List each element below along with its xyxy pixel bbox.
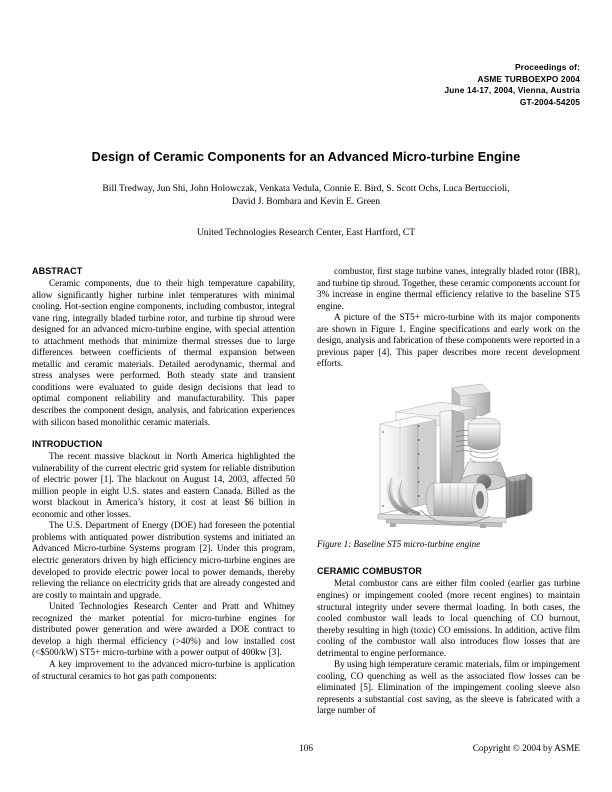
proceedings-line-1: Proceedings of: <box>515 62 580 72</box>
combustor-paragraph-1: Metal combustor cans are either film cooled (earlier gas turbine engines) or impingement cooled (more recent engines) to maintain structural integrity under severe thermal loading. In both cases, the cooled combustor wall leads to local quenching of CO burnout, thereby resulting in high (toxic) CO emissions. In addition, active film cooling of the combustor wall also introduces flow losses that are detrimental to engine performance. <box>317 578 580 658</box>
author-line-2: David J. Bombara and Kevin E. Green <box>231 195 381 207</box>
proceedings-header <box>220 62 580 108</box>
micro-turbine-engine-image <box>356 382 542 532</box>
intro-paragraph-2: The U.S. Department of Energy (DOE) had foreseen the potential problems with antiquated power distribution systems and initiated an Advanced Micro-turbine Systems program [2]. Under this program, electric generators driven by high efficiency micro-turbine engines are developed to provide electric power local to power demands, thereby relieving the reliance on electricity grids that are already congested and are costly to maintain and upgrade. <box>32 520 295 600</box>
proceedings-line-4: GT-2004-54205 <box>519 96 580 107</box>
section-heading-introduction: INTRODUCTION <box>32 439 103 450</box>
page-number: 106 <box>299 744 313 754</box>
author-line-1: Bill Tredway, Jun Shi, John Holowczak, Venkata Vedula, Connie E. Bird, S. Scott Ochs, Luca Bertuccioli, <box>102 183 510 194</box>
proceedings-line-2: ASME TURBOEXPO 2004 <box>477 73 580 84</box>
copyright-notice: Copyright © 2004 by ASME <box>472 744 580 754</box>
figure-spacer <box>317 550 580 566</box>
intro-paragraph-1: The recent massive blackout in North America highlighted the vulnerability of the current electric grid system for reliable distribution of electric power [1]. The blackout on August 14, 2003, affected 50 million people in eight U.S. states and eastern Canada. Billed as the worst blackout in America’s history, it cost at least $6 billion in economic and other losses. <box>32 451 295 519</box>
proceedings-line-3: June 14-17, 2004, Vienna, Austria <box>444 85 580 96</box>
right-column <box>317 266 580 736</box>
intro-continued-paragraph-1: combustor, first stage turbine vanes, integrally bladed rotor (IBR), and turbine tip shroud. Together, these ceramic components account for 3% increase in engine thermal efficiency relative to the baseline ST5 engine. <box>317 266 580 311</box>
section-heading-abstract: ABSTRACT <box>32 266 83 276</box>
left-column <box>32 266 295 736</box>
affiliation: United Technologies Research Center, East Hartford, CT <box>196 227 416 239</box>
combustor-paragraph-2: By using high temperature ceramic materials, film or impingement cooling, CO quenching as well as the associated flow losses can be eliminated [5]. Elimination of the impingement cooling sleeve also represents a substantial cost saving, as the sleeve is fabricated with a large number of <box>317 659 580 716</box>
author-list <box>32 183 580 208</box>
abstract-paragraph: Ceramic components, due to their high temperature capability, allow significantly higher turbine inlet temperatures with minimal cooling. Hot-section engine components, including combustor, integral vane ring, integrally bladed turbine rotor, and turbine tip shroud were designed for an advanced micro-turbine engine, with special attention to attachment methods that minimize thermal stresses due to large differences between coefficients of thermal expansion between metallic and ceramic materials. Detailed aerodynamic, thermal and stress analyses were performed. Both steady state and transient conditions were evaluated to guide design decisions that lead to optimal component reliability and manufacturability. This paper describes the component design, analysis, and fabrication experiences with silicon based monolithic ceramic materials. <box>32 278 295 427</box>
page-footer <box>32 744 580 756</box>
body-columns <box>32 266 580 736</box>
intro-paragraph-4: A key improvement to the advanced micro-turbine is application of structural ceramics to hot gas path components: <box>32 658 295 681</box>
figure-1 <box>317 382 580 551</box>
intro-continued-paragraph-2: A picture of the ST5+ micro-turbine with its major components are shown in Figure 1. Engine specifications and early work on the design, analysis and fabrication of these components were reported in a previous paper [4]. This paper describes more recent development efforts. <box>317 312 580 369</box>
page-title: Design of Ceramic Components for an Advanced Micro-turbine Engine <box>91 150 521 164</box>
intro-paragraph-3: United Technologies Research Center and Pratt and Whitney recognized the market potential for micro-turbine engines for distributed power generation and were awarded a DOE contract to develop a high thermal efficiency (>40%) and low installed cost (<$500/kW) ST5+ micro-turbine with a power output of 400kw [3]. <box>32 601 295 658</box>
section-heading-ceramic-combustor: CERAMIC COMBUSTOR <box>317 566 423 577</box>
figure-caption: Figure 1: Baseline ST5 micro-turbine engine <box>317 538 481 549</box>
title-block <box>32 150 580 240</box>
